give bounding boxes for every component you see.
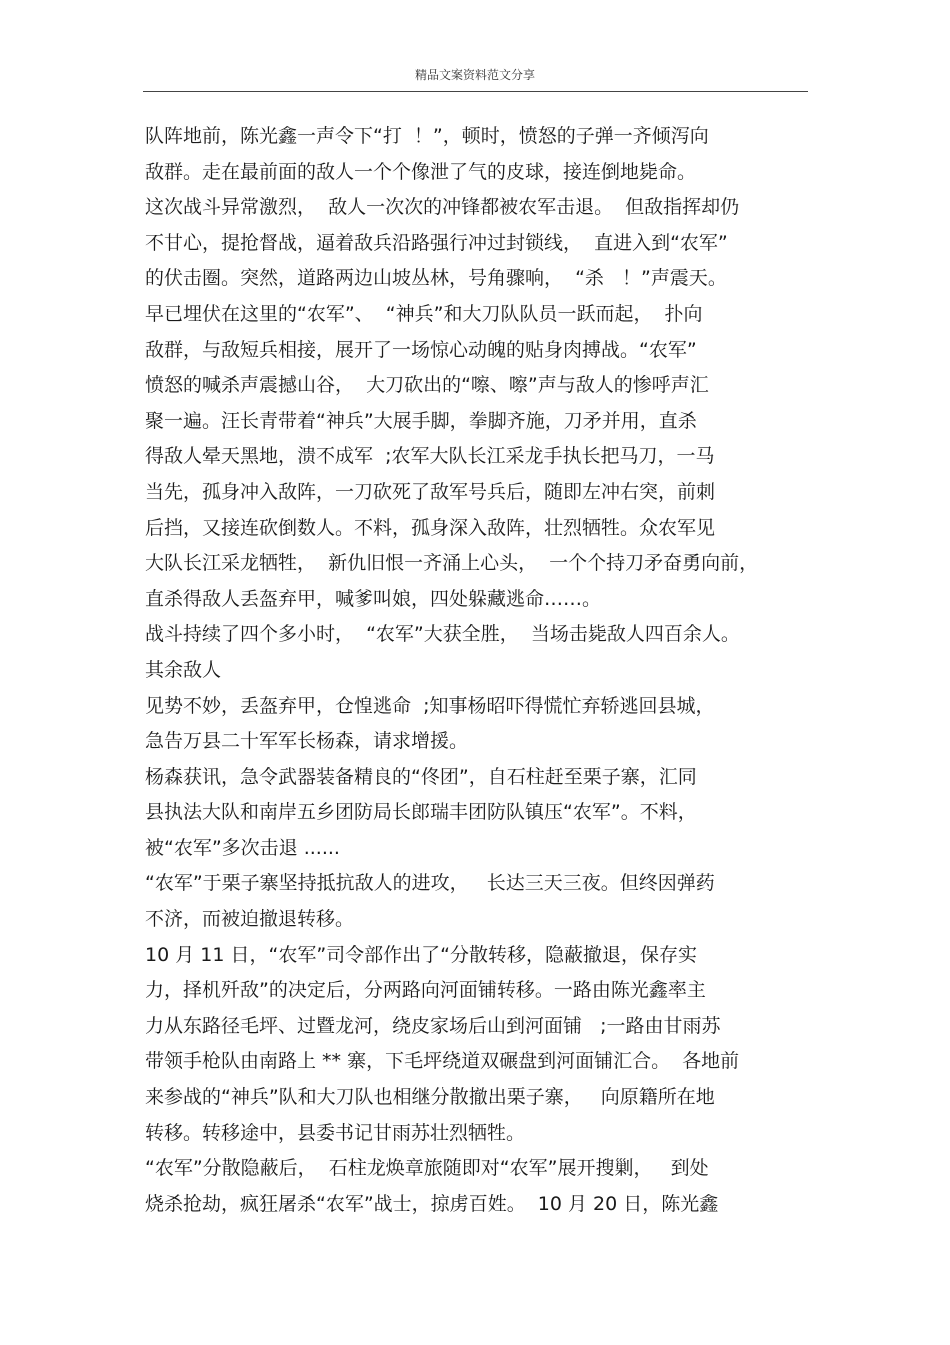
text-line: 不甘心，提抢督战，逼着敌兵沿路强行冲过封锁线， 直进入到“农军” [145, 231, 728, 254]
text-line: 后挡，又接连砍倒数人。不料，孤身深入敌阵，壮烈牺牲。众农军见 [145, 516, 716, 539]
text-line: 转移。转移途中，县委书记甘雨苏壮烈牺牲。 [145, 1121, 526, 1144]
text-line: 早已埋伏在这里的“农军”、 “神兵”和大刀队队员一跃而起， 扑向 [145, 302, 703, 325]
text-line: 愤怒的喊杀声震撼山谷， 大刀砍出的“嚓、嚓”声与敌人的惨呼声汇 [145, 374, 709, 397]
text-line: 战斗持续了四个多小时， “农军”大获全胜， 当场击毙敌人四百余人。 [145, 623, 740, 646]
page-header: 精品文案资料范文分享 [414, 68, 535, 82]
text-line: 队阵地前，陈光鑫一声令下“打 ！”，顿时，愤怒的子弹一齐倾泻向 [145, 125, 709, 147]
text-line: 带领手枪队由南路上 ** 寨，下毛坪绕道双碾盘到河面铺汇合。 各地前 [145, 1050, 740, 1073]
text-line: 聚一遍。汪长青带着“神兵”大展手脚，拳脚齐施，刀矛并用，直杀 [145, 409, 697, 432]
text-line: 力从东路径毛坪、过暨龙河，绕皮家场后山到河面铺 ;一路由甘雨苏 [145, 1014, 721, 1037]
text-line: 力，择机歼敌”的决定后，分两路向河面铺转移。一路由陈光鑫率主 [145, 979, 706, 1002]
text-line: 见势不妙，丢盔弃甲，仓惶逃命 ;知事杨昭吓得慌忙弃轿逃回县城， [145, 694, 715, 717]
text-line: 其余敌人 [145, 658, 222, 681]
text-line: 当先，孤身冲入敌阵，一刀砍死了敌军号兵后，随即左冲右突，前刺 [145, 480, 716, 503]
text-line: 大队长江采龙牺牲， 新仇旧恨一齐涌上心头， 一个个持刀矛奋勇向前， [145, 552, 759, 575]
header-divider [143, 91, 808, 92]
text-line: 来参战的“神兵”队和大刀队也相继分散撤出栗子寨， 向原籍所在地 [145, 1086, 715, 1109]
text-line: 的伏击圈。突然，道路两边山坡丛林，号角骤响， “杀 ！”声震天。 [145, 267, 727, 290]
document-body [145, 119, 815, 1222]
text-line: “农军”于栗子寨坚持抵抗敌人的进攻， 长达三天三夜。但终因弹药 [145, 872, 715, 895]
text-line: 直杀得敌人丢盔弃甲，喊爹叫娘，四处躲藏逃命……。 [145, 587, 602, 610]
text-line: 这次战斗异常激烈， 敌人一次次的冲锋都被农军击退。 但敌指挥却仍 [145, 196, 740, 219]
text-line: “农军”分散隐蔽后， 石柱龙焕章旅随即对“农军”展开搜剿， 到处 [145, 1157, 709, 1180]
text-line: 敌群。走在最前面的敌人一个个像泄了气的皮球，接连倒地毙命。 [145, 160, 697, 183]
text-line: 敌群，与敌短兵相接，展开了一场惊心动魄的贴身肉搏战。“农军” [145, 338, 697, 361]
text-line: 县执法大队和南岸五乡团防局长郎瑞丰团防队镇压“农军”。不料， [145, 801, 697, 824]
text-line: 急告万县二十军军长杨森，请求增援。 [145, 730, 469, 753]
text-line: 烧杀抢劫，疯狂屠杀“农军”战士，掠虏百姓。 10 月 20 日，陈光鑫 [145, 1192, 719, 1215]
text-line: 杨森获讯，急令武器装备精良的“佟团”，自石柱赶至栗子寨，汇同 [145, 765, 697, 788]
text-line: 得敌人晕天黑地，溃不成军 ;农军大队长江采龙手执长把马刀，一马 [145, 445, 715, 468]
text-line: 不济，而被迫撤退转移。 [145, 908, 355, 931]
text-line: 被“农军”多次击退 ...... [145, 836, 340, 859]
text-line: 10 月 11 日，“农军”司令部作出了“分散转移，隐蔽撤退，保存实 [145, 943, 698, 966]
